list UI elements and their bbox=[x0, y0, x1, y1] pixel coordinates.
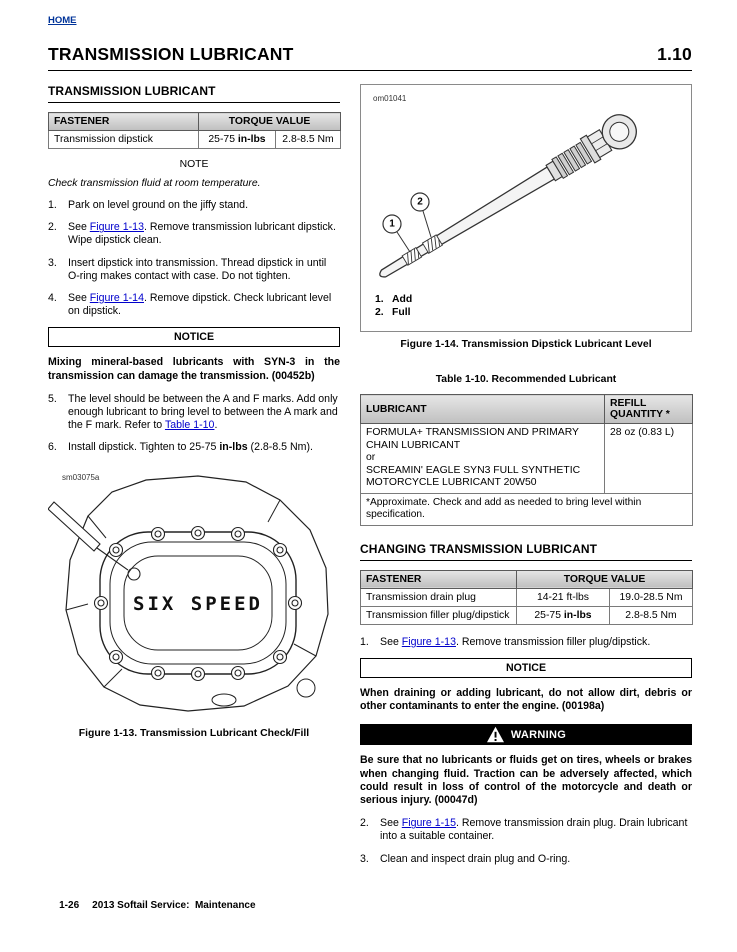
warning-triangle-icon bbox=[486, 726, 505, 743]
torque-metric-cell: 19.0-28.5 Nm bbox=[610, 588, 693, 606]
step-item-2 bbox=[360, 817, 692, 843]
col-header-fastener: FASTENER bbox=[361, 570, 517, 588]
section-heading-changing-transmission-lubricant: CHANGING TRANSMISSION LUBRICANT bbox=[360, 542, 692, 561]
torque-metric-cell: 2.8-8.5 Nm bbox=[610, 606, 693, 624]
figure-1-13-caption: Figure 1-13. Transmission Lubricant Check/Fill bbox=[78, 727, 310, 739]
figure-1-13 bbox=[48, 464, 340, 739]
fastener-cell: Transmission dipstick bbox=[49, 131, 199, 149]
step-item-2 bbox=[48, 221, 340, 247]
lubricant-option-1: FORMULA+ TRANSMISSION AND PRIMARY CHAIN LUBRICANT bbox=[366, 427, 579, 451]
torque-unit-text: in-lbs bbox=[563, 609, 592, 621]
step-item-1 bbox=[48, 199, 340, 212]
drain-plug-torque-table bbox=[360, 570, 693, 625]
step-item-4 bbox=[48, 292, 340, 318]
notice-label: NOTICE bbox=[173, 331, 215, 344]
figure-1-14-link[interactable]: Figure 1-14 bbox=[89, 292, 144, 305]
callout-2 bbox=[411, 193, 431, 237]
table-header-row bbox=[49, 113, 341, 131]
footer-document-title: 2013 Softail Service: Maintenance bbox=[92, 900, 256, 911]
legend-label: Full bbox=[392, 307, 411, 318]
figure-1-13-image bbox=[48, 464, 340, 716]
step-text bbox=[68, 393, 340, 433]
step-text bbox=[380, 636, 692, 649]
torque-imperial-cell bbox=[199, 131, 276, 149]
step-text-bold: in-lbs bbox=[219, 441, 248, 454]
section-number: 1.10 bbox=[657, 44, 692, 64]
legend-number: 1. bbox=[375, 294, 384, 305]
table-header-row bbox=[361, 570, 693, 588]
figure-1-15-link[interactable]: Figure 1-15 bbox=[401, 817, 456, 830]
torque-metric-cell: 2.8-8.5 Nm bbox=[276, 131, 341, 149]
step-item-1 bbox=[360, 636, 692, 649]
step-text bbox=[380, 817, 692, 843]
step-text-segment: . Remove dipstick. Check lubricant level on dipstick. bbox=[68, 292, 332, 318]
table-row bbox=[361, 588, 693, 606]
section-heading-transmission-lubricant: TRANSMISSION LUBRICANT bbox=[48, 84, 340, 103]
step-number: 6. bbox=[48, 441, 57, 454]
step-number: 3. bbox=[360, 852, 369, 865]
page-title: TRANSMISSION LUBRICANT bbox=[48, 44, 294, 64]
col-header-refill-quantity: REFILL QUANTITY * bbox=[605, 395, 693, 424]
step-item-3 bbox=[48, 257, 340, 283]
legend-item-full bbox=[375, 306, 412, 319]
notice-text: When draining or adding lubricant, do not allow dirt, debris or other contaminants to enter the engine. (00198a) bbox=[360, 686, 692, 713]
step-number: 2. bbox=[48, 221, 57, 234]
step-text-segment: The level should be between the A and F marks. Add only enough lubricant to bring level to between the A mark and the F mark. Refer to bbox=[68, 392, 338, 432]
step-text-segment: . Remove transmission filler plug/dipstick. bbox=[455, 635, 651, 648]
step-text-segment: (2.8-8.5 Nm). bbox=[247, 441, 313, 454]
dipstick-torque-table bbox=[48, 112, 341, 149]
step-text bbox=[68, 221, 340, 247]
col-header-fastener: FASTENER bbox=[49, 113, 199, 131]
figure-1-13-link[interactable]: Figure 1-13 bbox=[89, 221, 144, 234]
step-item-6 bbox=[48, 441, 340, 454]
step-number: 4. bbox=[48, 292, 57, 305]
torque-imperial-cell bbox=[517, 606, 610, 624]
torque-value-text: 25-75 bbox=[534, 609, 564, 621]
step-text-segment: . Remove transmission lubricant dipstick. Wipe dipstick clean. bbox=[68, 221, 336, 247]
legend-number: 2. bbox=[375, 307, 384, 318]
step-text-segment: See bbox=[68, 292, 90, 305]
fastener-cell: Transmission filler plug/dipstick bbox=[361, 606, 517, 624]
figure-1-13-link[interactable]: Figure 1-13 bbox=[401, 635, 456, 648]
figure-1-14 bbox=[360, 84, 692, 350]
figure-1-14-caption: Figure 1-14. Transmission Dipstick Lubricant Level bbox=[400, 339, 652, 350]
step-text: Clean and inspect drain plug and O-ring. bbox=[380, 852, 571, 865]
lubricant-option-2: SCREAMIN' EAGLE SYN3 FULL SYNTHETIC MOTORCYCLE LUBRICANT 20W50 bbox=[366, 464, 581, 489]
callout-1 bbox=[383, 215, 410, 252]
table-row bbox=[49, 131, 341, 149]
step-text: Park on level ground on the jiffy stand. bbox=[68, 199, 249, 211]
step-text: Insert dipstick into transmission. Thread dipstick in until O-ring makes contact with case. Do not tighten. bbox=[68, 256, 327, 282]
page-footer bbox=[48, 889, 256, 922]
recommended-lubricant-table bbox=[360, 394, 693, 526]
notice-box bbox=[48, 327, 340, 347]
figure-1-14-frame bbox=[360, 84, 692, 332]
step-text-segment: See bbox=[68, 221, 90, 234]
callout-2-number: 2 bbox=[417, 196, 423, 208]
content-columns bbox=[48, 84, 692, 875]
figure-image-code: sm03075a bbox=[62, 472, 100, 482]
left-column bbox=[48, 84, 340, 875]
legend-item-add bbox=[375, 293, 412, 306]
figure-legend bbox=[375, 293, 412, 319]
step-text-segment: See bbox=[380, 817, 402, 830]
title-divider bbox=[48, 70, 692, 71]
step-number: 3. bbox=[48, 256, 57, 269]
home-link[interactable]: HOME bbox=[48, 15, 77, 26]
table-1-10-title: Table 1-10. Recommended Lubricant bbox=[435, 374, 617, 385]
step-text-segment: . Remove transmission drain plug. Drain lubricant into a suitable container. bbox=[380, 817, 688, 843]
right-column bbox=[360, 84, 692, 875]
table-footnote-row bbox=[361, 493, 693, 525]
notice-box bbox=[360, 658, 692, 678]
step-text-segment: See bbox=[380, 635, 402, 648]
footer-page-number: 1-26 bbox=[59, 900, 80, 911]
torque-unit-text: in-lbs bbox=[237, 134, 266, 145]
step-text bbox=[68, 441, 340, 454]
lubricant-cell bbox=[361, 424, 605, 494]
step-number: 2. bbox=[360, 817, 369, 830]
fastener-cell: Transmission drain plug bbox=[361, 588, 517, 606]
cover-stencil-text: SIX SPEED bbox=[133, 592, 263, 615]
step-number: 5. bbox=[48, 392, 57, 405]
table-footnote: *Approximate. Check and add as needed to bring level within specification. bbox=[361, 493, 693, 525]
legend-label: Add bbox=[392, 294, 413, 305]
note-label: NOTE bbox=[179, 159, 209, 170]
table-header-row bbox=[361, 395, 693, 424]
step-number: 1. bbox=[48, 199, 57, 211]
table-1-10-link[interactable]: Table 1-10 bbox=[164, 419, 215, 432]
lubricant-or: or bbox=[366, 452, 376, 464]
table-row bbox=[361, 424, 693, 494]
step-text bbox=[68, 292, 340, 318]
figure-image-code: om01041 bbox=[373, 94, 407, 103]
step-text-segment: Install dipstick. Tighten to 25-75 bbox=[68, 441, 220, 454]
table-row bbox=[361, 606, 693, 624]
col-header-lubricant: LUBRICANT bbox=[361, 395, 605, 424]
warning-label: WARNING bbox=[510, 728, 567, 741]
refill-quantity-cell: 28 oz (0.83 L) bbox=[605, 424, 693, 494]
warning-text: Be sure that no lubricants or fluids get on tires, wheels or brakes when changing fluid. Traction can be adversely affected, which could result in loss of control of the motorcycle and death or serious injury. (00047d) bbox=[360, 754, 692, 806]
col-header-torque-value: TORQUE VALUE bbox=[517, 570, 693, 588]
step-item-5 bbox=[48, 393, 340, 433]
page-header bbox=[48, 44, 692, 65]
notice-text: Mixing mineral-based lubricants with SYN-3 in the transmission can damage the transmission. (00452b) bbox=[48, 356, 340, 382]
step-text-segment: . bbox=[214, 419, 218, 432]
torque-value-text: 25-75 bbox=[208, 134, 238, 145]
step-number: 1. bbox=[360, 635, 369, 648]
note-text: Check transmission fluid at room temperature. bbox=[48, 178, 261, 189]
torque-imperial-cell: 14-21 ft-lbs bbox=[517, 588, 610, 606]
callout-1-number: 1 bbox=[389, 218, 395, 230]
warning-banner bbox=[360, 724, 692, 745]
step-item-3 bbox=[360, 853, 692, 866]
col-header-torque-value: TORQUE VALUE bbox=[199, 113, 341, 131]
notice-label: NOTICE bbox=[505, 661, 547, 674]
